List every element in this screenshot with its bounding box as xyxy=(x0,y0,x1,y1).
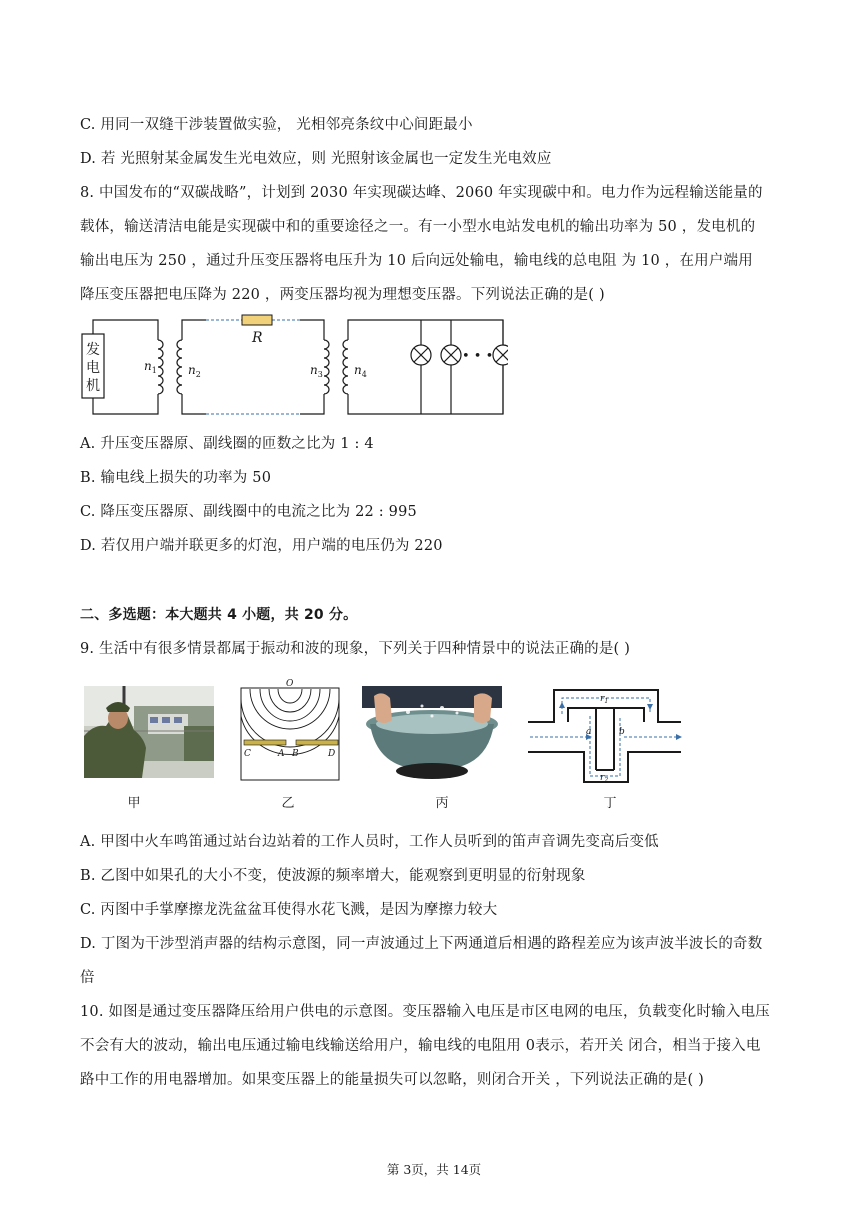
question-10-line-1: 10. 如图是通过变压器降压给用户供电的示意图。变压器输入电压是市区电网的电压，负载变化时输入电压 xyxy=(80,1004,770,1020)
figure-bing-basin-photo xyxy=(362,686,502,782)
q8-option-c: C. 降压变压器原、副线圈中的电流之比为 22 : 995 xyxy=(80,504,417,520)
q8-option-d: D. 若仅用户端并联更多的灯泡，用户端的电压仍为 220 xyxy=(80,538,443,554)
question-10-line-3: 路中工作的用电器增加。如果变压器上的能量损失可以忽略，则闭合开关 ，下列说法正确的是( ) xyxy=(80,1072,705,1088)
label-a-ding: a xyxy=(586,727,592,737)
q9-option-b: B. 乙图中如果孔的大小不变，使波源的频率增大，能观察到更明显的衍射现象 xyxy=(80,868,586,884)
coil-n3 xyxy=(324,340,329,394)
caption-ding: 丁 xyxy=(603,796,617,811)
n4-label: $n_4$ xyxy=(354,363,367,379)
label-o: O xyxy=(286,679,294,689)
coil-n2 xyxy=(177,340,182,394)
n3-label: $n_3$ xyxy=(310,363,323,379)
question-9: 9. 生活中有很多情景都属于振动和波的现象，下列关于四种情景中的说法正确的是( ) xyxy=(80,641,631,657)
q8-option-a: A. 升压变压器原、副线圈的匝数之比为 1 : 4 xyxy=(80,436,374,452)
figure-ding-silencer xyxy=(526,686,684,788)
resistor-r xyxy=(242,315,272,325)
label-a: A xyxy=(278,749,285,759)
question-8-line-1: 8. 中国发布的“双碳战略”，计划到 2030 年实现碳达峰、2060 年实现碳中和。电力作为远程输送能量的 xyxy=(80,185,763,201)
label-d: D xyxy=(328,749,336,759)
figure-jia-photo xyxy=(84,686,214,778)
lamps-group xyxy=(411,345,508,365)
caption-bing: 丙 xyxy=(435,796,449,811)
q9-option-c: C. 丙图中手掌摩擦龙洗盆盆耳使得水花飞溅，是因为摩擦力较大 xyxy=(80,902,498,918)
label-r1: $r_1$ xyxy=(600,694,609,705)
coil-n4 xyxy=(343,340,348,394)
question-8-line-2: 载体，输送清洁电能是实现碳中和的重要途径之一。有一小型水电站发电机的输出功率为 50 ，发电机的 xyxy=(80,219,756,235)
q9-option-a: A. 甲图中火车鸣笛通过站台边站着的工作人员时，工作人员听到的笛声音调先变高后变低 xyxy=(80,834,659,850)
label-r2: $r_2$ xyxy=(600,773,609,784)
n2-label: $n_2$ xyxy=(188,363,201,379)
caption-jia: 甲 xyxy=(127,796,141,811)
n1-label: $n_1$ xyxy=(144,359,157,375)
page-footer: 第 3页，共 14页 xyxy=(386,1162,482,1177)
lamp-icon xyxy=(493,345,508,365)
label-b: B xyxy=(292,749,299,759)
question-8-line-4: 降压变压器把电压降为 220 ，两变压器均视为理想变压器。下列说法正确的是( ) xyxy=(80,287,605,303)
lamp-dots: • • • xyxy=(462,349,494,364)
section-2-heading: 二、多选题：本大题共 4 小题，共 20 分。 xyxy=(80,607,358,623)
option-d-line: D. 若 光照射某金属发生光电效应，则 光照射该金属也一定发生光电效应 xyxy=(80,151,552,167)
question-8-line-3: 输出电压为 250 ，通过升压变压器将电压升为 10 后向远处输电，输电线的总电阻 为 10 ，在用户端用 xyxy=(80,253,753,269)
q8-option-b: B. 输电线上损失的功率为 50 xyxy=(80,470,272,486)
label-b-ding: b xyxy=(619,727,625,737)
transmission-circuit-diagram xyxy=(78,312,508,422)
figure-yi-diffraction xyxy=(238,676,342,782)
label-c: C xyxy=(244,749,251,759)
q9-option-d-line-1: D. 丁图为干涉型消声器的结构示意图，同一声波通过上下两通道后相遇的路程差应为该声波半波长的奇数 xyxy=(80,936,763,952)
generator-char-2: 电 xyxy=(86,360,100,376)
coil-n1 xyxy=(158,340,163,394)
resistor-label: R xyxy=(252,330,263,346)
caption-yi: 乙 xyxy=(281,796,295,811)
generator-char-3: 机 xyxy=(86,378,100,394)
q9-option-d-line-2: 倍 xyxy=(80,970,95,986)
generator-char-1: 发 xyxy=(86,342,100,358)
question-10-line-2: 不会有大的波动，输出电压通过输电线输送给用户，输电线的电阻用 0表示，若开关 闭合，相当于接入电 xyxy=(80,1038,761,1054)
option-c-line: C. 用同一双缝干涉装置做实验， 光相邻亮条纹中心间距最小 xyxy=(80,117,473,133)
